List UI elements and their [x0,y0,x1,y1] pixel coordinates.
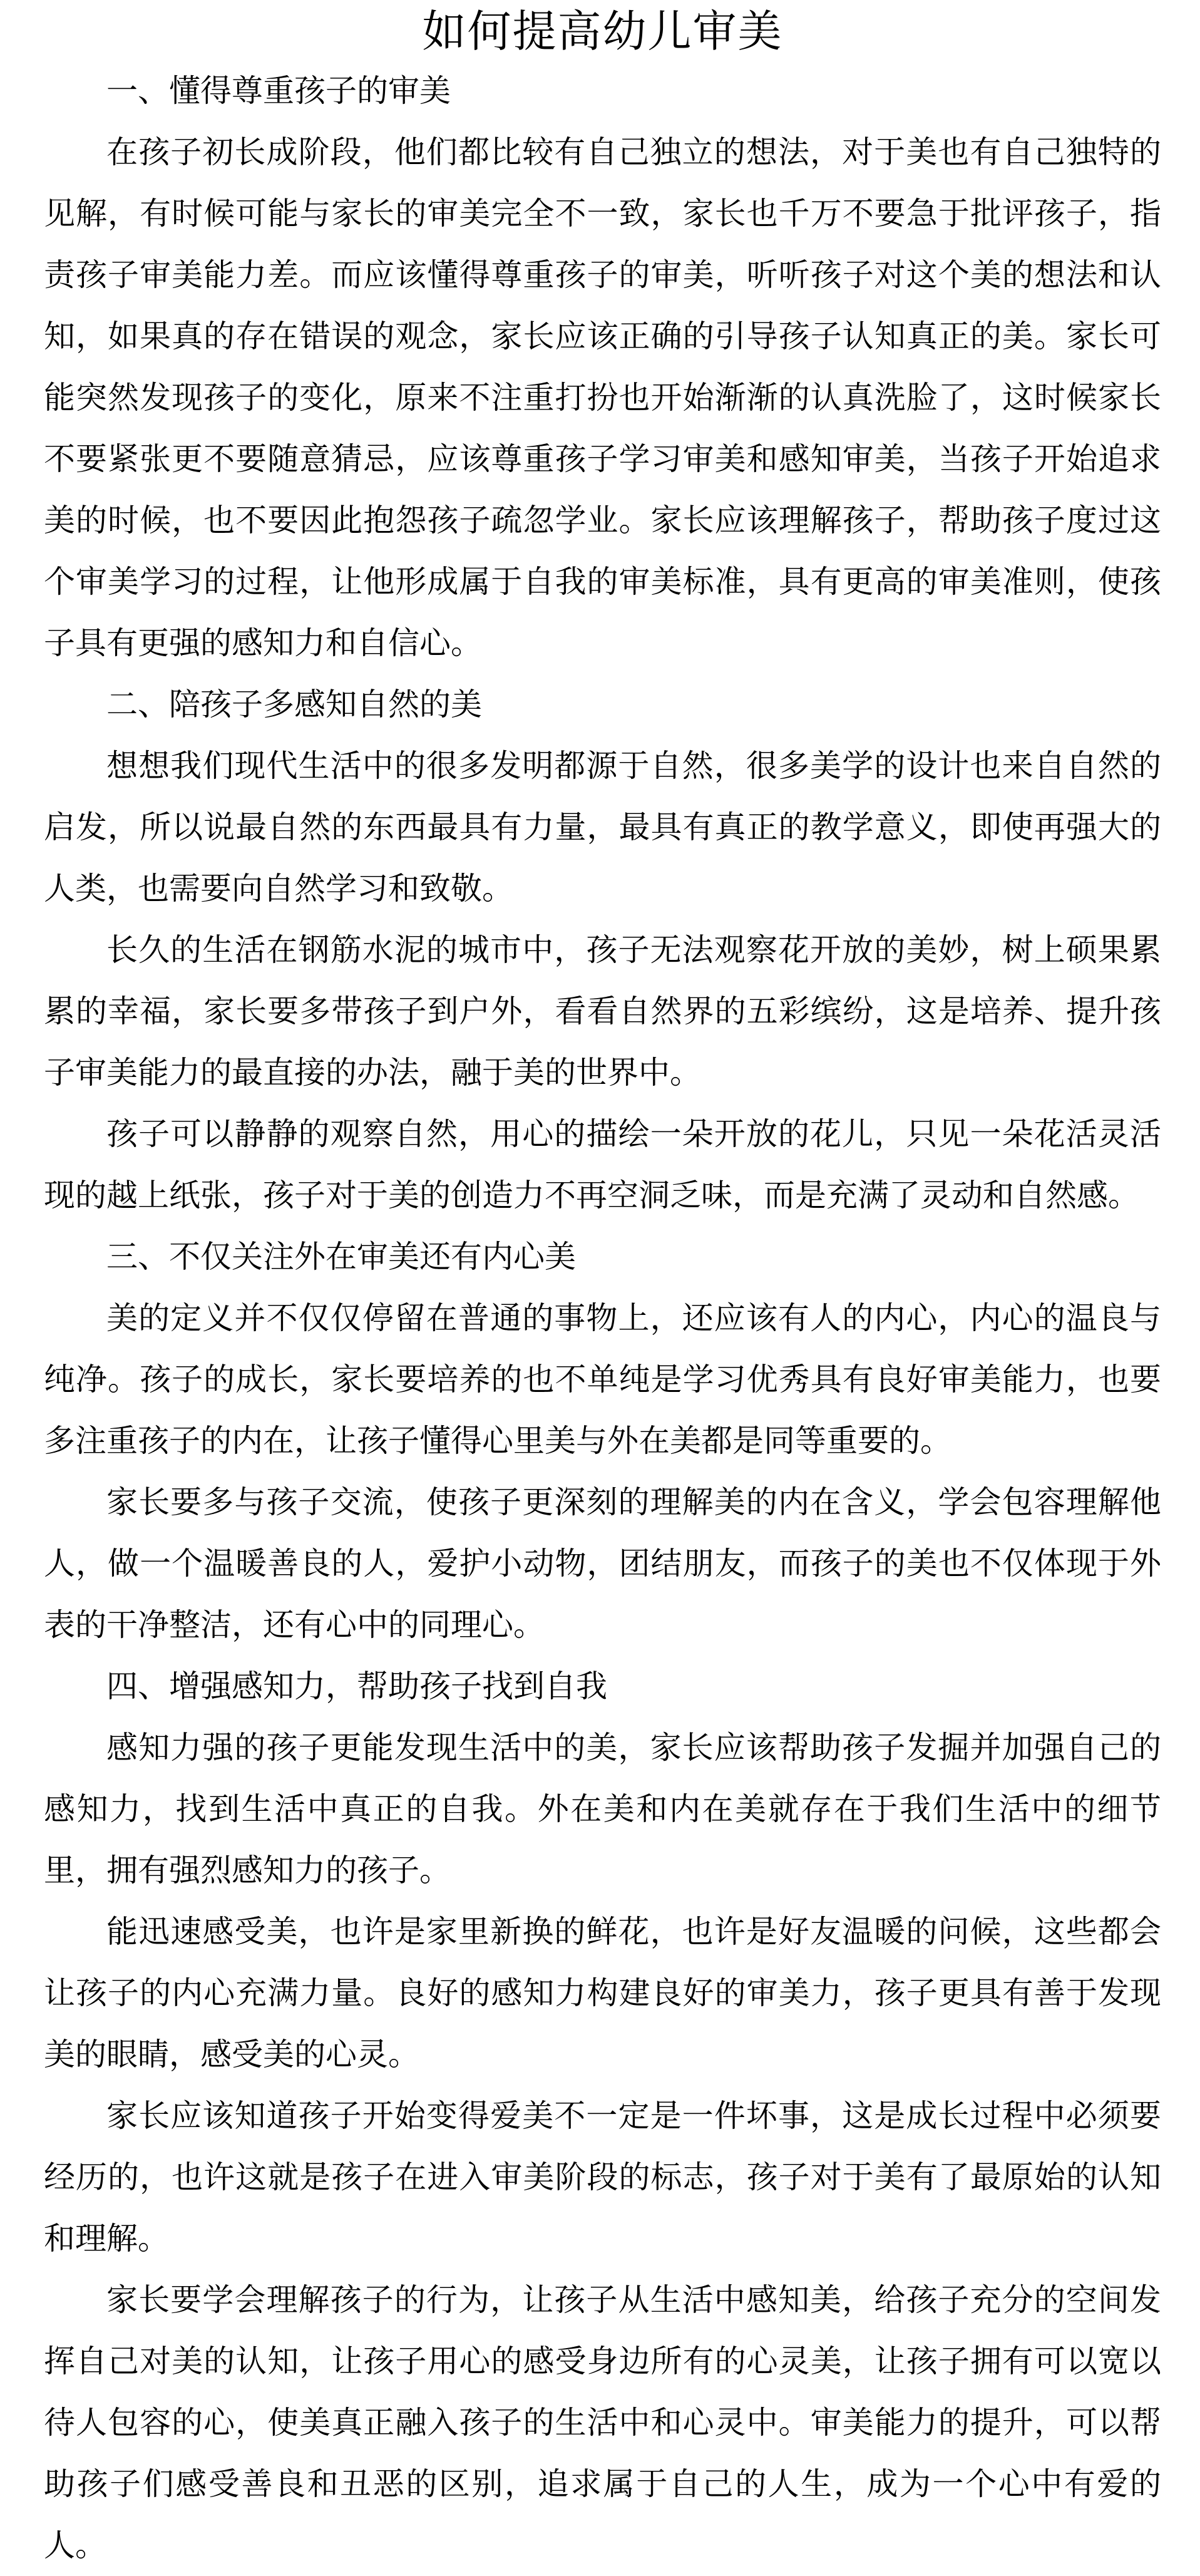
paragraph: 想想我们现代生活中的很多发明都源于自然，很多美学的设计也来自自然的启发，所以说最自然的东西最具有力量，最具有真正的教学意义，即使再强大的人类，也需要向自然学习和致敬。 [44,748,1161,907]
section-heading: 三、不仅关注外在审美还有内心美 [106,1239,576,1275]
paragraph: 家长要多与孩子交流，使孩子更深刻的理解美的内在含义，学会包容理解他人，做一个温暖善良的人，爱护小动物，团结朋友，而孩子的美也不仅体现于外表的干净整洁，还有心中的同理心。 [44,1484,1161,1643]
paragraph: 孩子可以静静的观察自然，用心的描绘一朵开放的花儿，只见一朵花活灵活现的越上纸张，孩子对于美的创造力不再空洞乏味，而是充满了灵动和自然感。 [44,1116,1161,1213]
paragraph: 家长要学会理解孩子的行为，让孩子从生活中感知美，给孩子充分的空间发挥自己对美的认知，让孩子用心的感受身边所有的心灵美，让孩子拥有可以宽以待人包容的心，使美真正融入孩子的生活中和心灵中。审美能力的提升，可以帮助孩子们感受善良和丑恶的区别，追求属于自己的人生，成为一个心中有爱的人。 [44,2282,1161,2563]
section-1 [44,60,1161,674]
paragraph: 能迅速感受美，也许是家里新换的鲜花，也许是好友温暖的问候，这些都会让孩子的内心充满力量。良好的感知力构建良好的审美力，孩子更具有善于发现美的眼睛，感受美的心灵。 [44,1914,1161,2073]
section-3 [44,1226,1161,1656]
section-heading: 二、陪孩子多感知自然的美 [106,686,482,723]
paragraph: 美的定义并不仅仅停留在普通的事物上，还应该有人的内心，内心的温良与纯净。孩子的成长，家长要培养的也不单纯是学习优秀具有良好审美能力，也要多注重孩子的内在，让孩子懂得心里美与外在美都是同等重要的。 [44,1300,1161,1459]
section-2 [44,674,1161,1226]
paragraph: 长久的生活在钢筋水泥的城市中，孩子无法观察花开放的美妙，树上硕果累累的幸福，家长要多带孩子到户外，看看自然界的五彩缤纷，这是培养、提升孩子审美能力的最直接的办法，融于美的世界中。 [44,932,1161,1091]
paragraph: 家长应该知道孩子开始变得爱美不一定是一件坏事，这是成长过程中必须要经历的，也许这就是孩子在进入审美阶段的标志，孩子对于美有了最原始的认知和理解。 [44,2098,1161,2257]
section-4 [44,1656,1161,2576]
section-heading: 四、增强感知力，帮助孩子找到自我 [106,1668,607,1704]
section-heading: 一、懂得尊重孩子的审美 [106,73,451,109]
paragraph: 感知力强的孩子更能发现生活中的美，家长应该帮助孩子发掘并加强自己的感知力，找到生活中真正的自我。外在美和内在美就存在于我们生活中的细节里，拥有强烈感知力的孩子。 [44,1729,1161,1888]
article-title: 如何提高幼儿审美 [422,6,783,57]
paragraph: 在孩子初长成阶段，他们都比较有自己独立的想法，对于美也有自己独特的见解，有时候可能与家长的审美完全不一致，家长也千万不要急于批评孩子，指责孩子审美能力差。而应该懂得尊重孩子的审美，听听孩子对这个美的想法和认知，如果真的存在错误的观念，家长应该正确的引导孩子认知真正的美。家长可能突然发现孩子的变化，原来不注重打扮也开始渐渐的认真洗脸了，这时候家长不要紧张更不要随意猜忌，应该尊重孩子学习审美和感知审美，当孩子开始追求美的时候，也不要因此抱怨孩子疏忽学业。家长应该理解孩子，帮助孩子度过这个审美学习的过程，让他形成属于自我的审美标准，具有更高的审美准则，使孩子具有更强的感知力和自信心。 [44,134,1161,661]
